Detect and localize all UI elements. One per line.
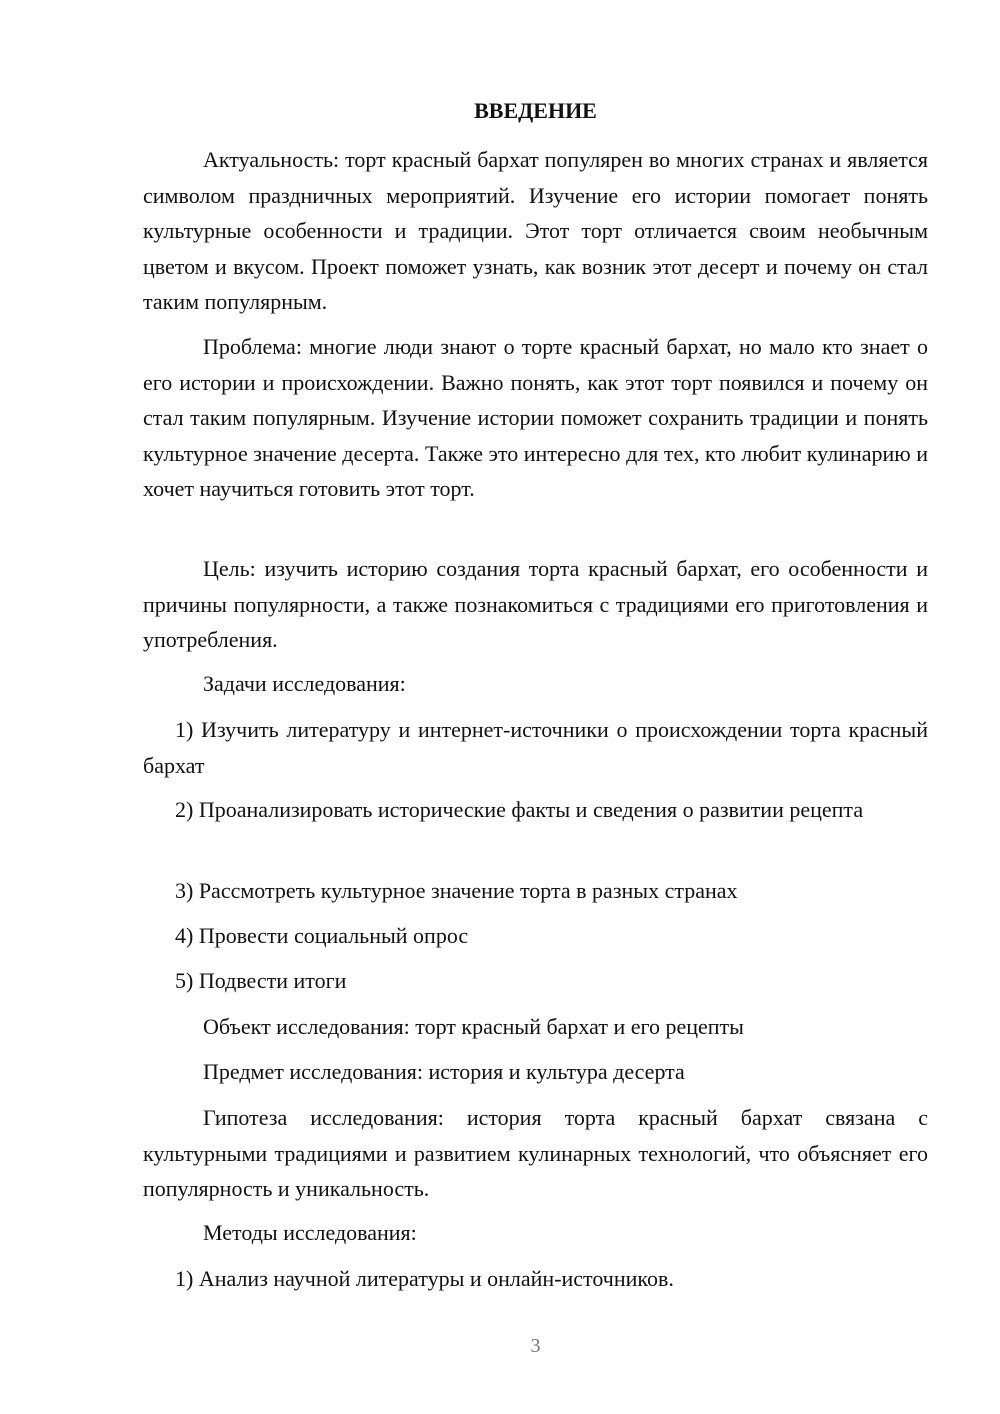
page-title: ВВЕДЕНИЕ: [474, 98, 597, 123]
problem-paragraph: Проблема: многие люди знают о торте красный бархат, но мало кто знает о его истории и происхождении. Важно понять, как этот торт появился и почему он стал таким популярным. Изучение истории поможет сохранить традиции и понять культурное значение десерта. Также это интересно для тех, кто любит кулинарию и хочет научиться готовить этот торт.: [143, 334, 928, 501]
methods-heading: Методы исследования:: [203, 1220, 417, 1245]
goal-paragraph: Цель: изучить историю создания торта красный бархат, его особенности и причины популярности, а также познакомиться с традициями его приготовления и употребления.: [143, 556, 928, 652]
object-paragraph: Объект исследования: торт красный бархат и его рецепты: [203, 1014, 744, 1039]
task-item-5: 5) Подвести итоги: [175, 968, 347, 993]
task-item-4: 4) Провести социальный опрос: [175, 923, 469, 948]
relevance-paragraph: Актуальность: торт красный бархат популярен во многих странах и является символом праздничных мероприятий. Изучение его истории помогает понять культурные особенности и традиции. Этот торт отличается своим необычным цветом и вкусом. Проект поможет узнать, как возник этот десерт и почему он стал таким популярным.: [143, 147, 928, 314]
hypothesis-paragraph: Гипотеза исследования: история торта красный бархат связана с культурными традициями и развитием кулинарных технологий, что объясняет его популярность и уникальность.: [143, 1105, 928, 1201]
method-item-1: 1) Анализ научной литературы и онлайн-источников.: [175, 1266, 674, 1291]
page-number: 3: [530, 1335, 541, 1357]
task-item-1: 1) Изучить литературу и интернет-источники о происхождении торта красный бархат: [143, 717, 928, 778]
subject-paragraph: Предмет исследования: история и культура десерта: [203, 1059, 685, 1084]
task-item-2: 2) Проанализировать исторические факты и сведения о развитии рецепта: [175, 797, 864, 822]
tasks-heading: Задачи исследования:: [203, 671, 406, 696]
task-item-3: 3) Рассмотреть культурное значение торта в разных странах: [175, 878, 738, 903]
